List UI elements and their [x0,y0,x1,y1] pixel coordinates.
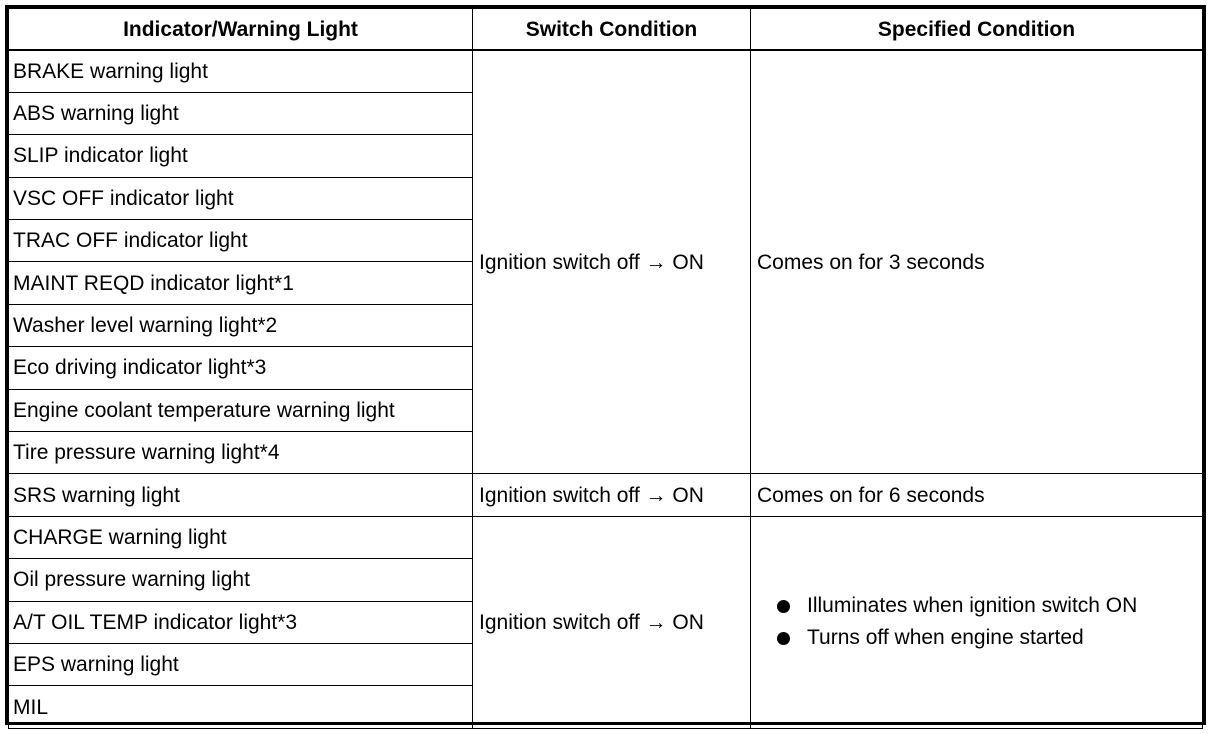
light-name: ABS warning light [9,92,473,134]
bullet-item [775,622,1197,654]
switch-condition: Ignition switch off → ON [473,516,751,728]
bullet-list [757,590,1197,654]
specified-condition-bullets [751,516,1203,728]
header-switch-condition: Switch Condition [473,9,751,51]
bullet-text: Illuminates when ignition switch ON [807,594,1138,618]
table-row [9,516,1203,558]
header-indicator-warning-light: Indicator/Warning Light [9,9,473,51]
indicator-table-frame [5,5,1206,725]
switch-condition: Ignition switch off → ON [473,50,751,474]
header-row [9,9,1203,51]
table-row [9,474,1203,516]
table-row [9,50,1203,92]
light-name: SLIP indicator light [9,135,473,177]
light-name: MIL [9,686,473,728]
bullet-dot-icon [777,632,790,645]
light-name: EPS warning light [9,643,473,685]
light-name: Engine coolant temperature warning light [9,389,473,431]
bullet-text: Turns off when engine started [807,626,1084,650]
specified-condition: Comes on for 3 seconds [751,50,1203,474]
light-name: VSC OFF indicator light [9,177,473,219]
bullet-dot-icon [777,600,790,613]
light-name: Oil pressure warning light [9,559,473,601]
light-name: Tire pressure warning light*4 [9,432,473,474]
light-name: MAINT REQD indicator light*1 [9,262,473,304]
switch-condition: Ignition switch off → ON [473,474,751,516]
light-name: A/T OIL TEMP indicator light*3 [9,601,473,643]
specified-condition: Comes on for 6 seconds [751,474,1203,516]
light-name: TRAC OFF indicator light [9,220,473,262]
light-name: Eco driving indicator light*3 [9,347,473,389]
light-name: Washer level warning light*2 [9,304,473,346]
bullet-item [775,590,1197,622]
indicator-warning-table [8,8,1203,729]
header-specified-condition: Specified Condition [751,9,1203,51]
light-name: SRS warning light [9,474,473,516]
light-name: CHARGE warning light [9,516,473,558]
light-name: BRAKE warning light [9,50,473,92]
